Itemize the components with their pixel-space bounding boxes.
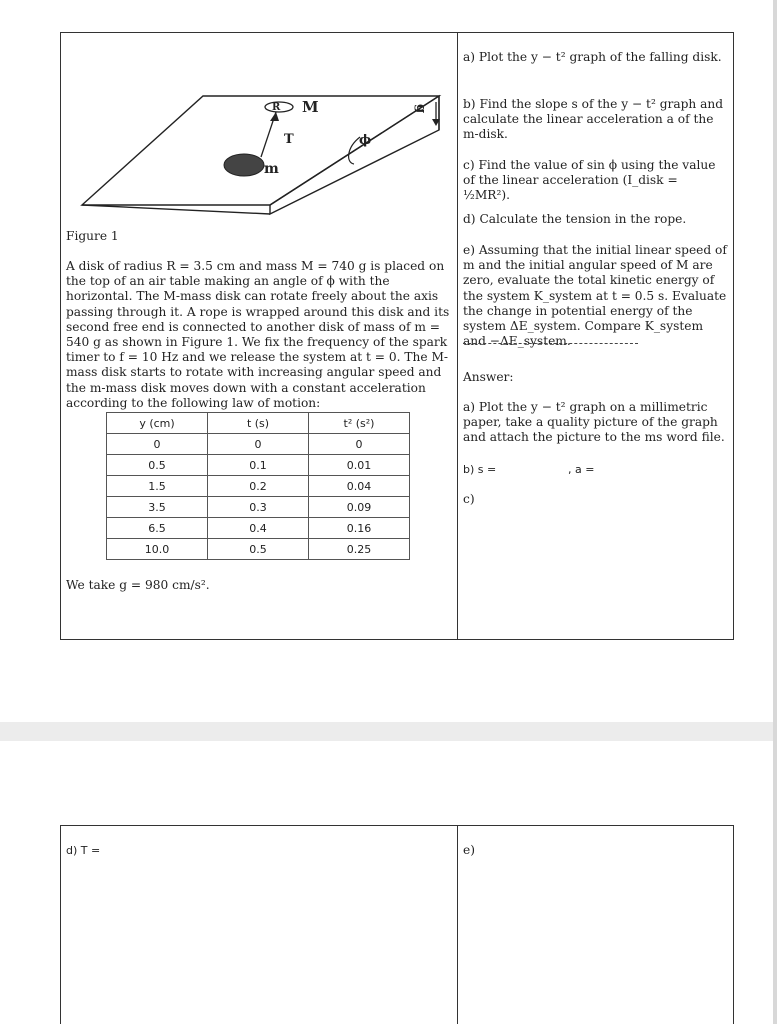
question-c [463,158,728,204]
header-t2: t² (s²) [309,413,410,434]
label-m: m [264,161,279,177]
cell: 1.5 [107,476,208,497]
label-g: g [413,104,428,114]
cell: 0.3 [208,497,309,518]
cell: 0.25 [309,539,410,560]
question-b [463,97,728,143]
header-y: y (cm) [107,413,208,434]
table-row [107,539,410,560]
cell: 0 [309,434,410,455]
answer-b-a-label: , a = [568,463,595,476]
label-M: M [302,98,319,116]
answer-d: d) T = [66,844,101,857]
label-phi: ϕ [359,133,372,148]
page-separator [0,722,777,741]
question-c-text: Find the value of sin ϕ using the value of the linear acceleration (I_disk = ½MR²). [463,158,716,203]
question-a [463,50,728,65]
label-T: T [284,132,294,147]
question-e [463,243,728,349]
cell: 0.09 [309,497,410,518]
question-b-letter: b) [463,97,476,111]
label-R: R [272,102,281,113]
question-c-letter: c) [463,158,475,172]
answer-title: Answer: [463,370,514,384]
cell: 0.01 [309,455,410,476]
m-disk [224,154,264,176]
problem-description: A disk of radius R = 3.5 cm and mass M = 740 g is placed on the top of an air table making an angle of ϕ with the horizontal. The M-mass disk can rotate freely about the axis passing through it. A rope is wrapped around this disk and its second free end is connected to another disk of mass of m = 540 g as shown in Figure 1. We fix the frequency of the spark timer to f = 10 Hz and we release the system at t = 0. The M-mass disk starts to rotate with increasing angular speed and the m-mass disk moves down with a constant acceleration according to the following law of motion: [66,259,450,410]
question-b-text: Find the slope s of the y − t² graph and calculate the linear acceleration a of the m-disk. [463,97,724,142]
cell: 0.5 [107,455,208,476]
cell: 0.16 [309,518,410,539]
cell: 0 [107,434,208,455]
data-table [106,412,410,560]
table-row [107,497,410,518]
cell: 3.5 [107,497,208,518]
page-edge [773,0,777,1024]
cell: 6.5 [107,518,208,539]
cell: 0.04 [309,476,410,497]
question-a-letter: a) [463,50,476,64]
question-d-text: Calculate the tension in the rope. [479,212,687,226]
figure-caption: Figure 1 [66,229,119,243]
table-row [107,434,410,455]
question-e-letter: e) [463,243,475,257]
answer-b-s-label: b) s = [463,463,497,476]
question-d [463,212,728,227]
header-t: t (s) [208,413,309,434]
answer-e-cell [457,825,734,1024]
cell: 0.2 [208,476,309,497]
answer-a: a) Plot the y − t² graph on a millimetric paper, take a quality picture of the graph and attach the picture to the ms word file. [463,400,725,445]
cell: 10.0 [107,539,208,560]
cell: 0.4 [208,518,309,539]
answer-d-cell [60,825,458,1024]
table-row [107,518,410,539]
figure-1-diagram [70,88,450,218]
answer-b-a [568,462,594,477]
divider [463,343,638,344]
cell: 0.5 [208,539,309,560]
question-e-text: Assuming that the initial linear speed of m and the initial angular speed of M are zero, evaluate the total kinetic energy of the system K_system at t = 0.5 s. Evaluate the change in potential energy of the system ΔE_system. Compare K_system and −ΔE_system. [463,243,727,349]
gravity-note: We take g = 980 cm/s². [66,578,210,592]
table-row [107,455,410,476]
cell: 0 [208,434,309,455]
question-d-letter: d) [463,212,476,226]
question-a-text: Plot the y − t² graph of the falling disk. [478,50,722,64]
answer-e: e) [463,843,475,857]
cell: 0.1 [208,455,309,476]
answer-c: c) [463,492,475,506]
answer-b-s [463,462,496,477]
table-row [107,476,410,497]
